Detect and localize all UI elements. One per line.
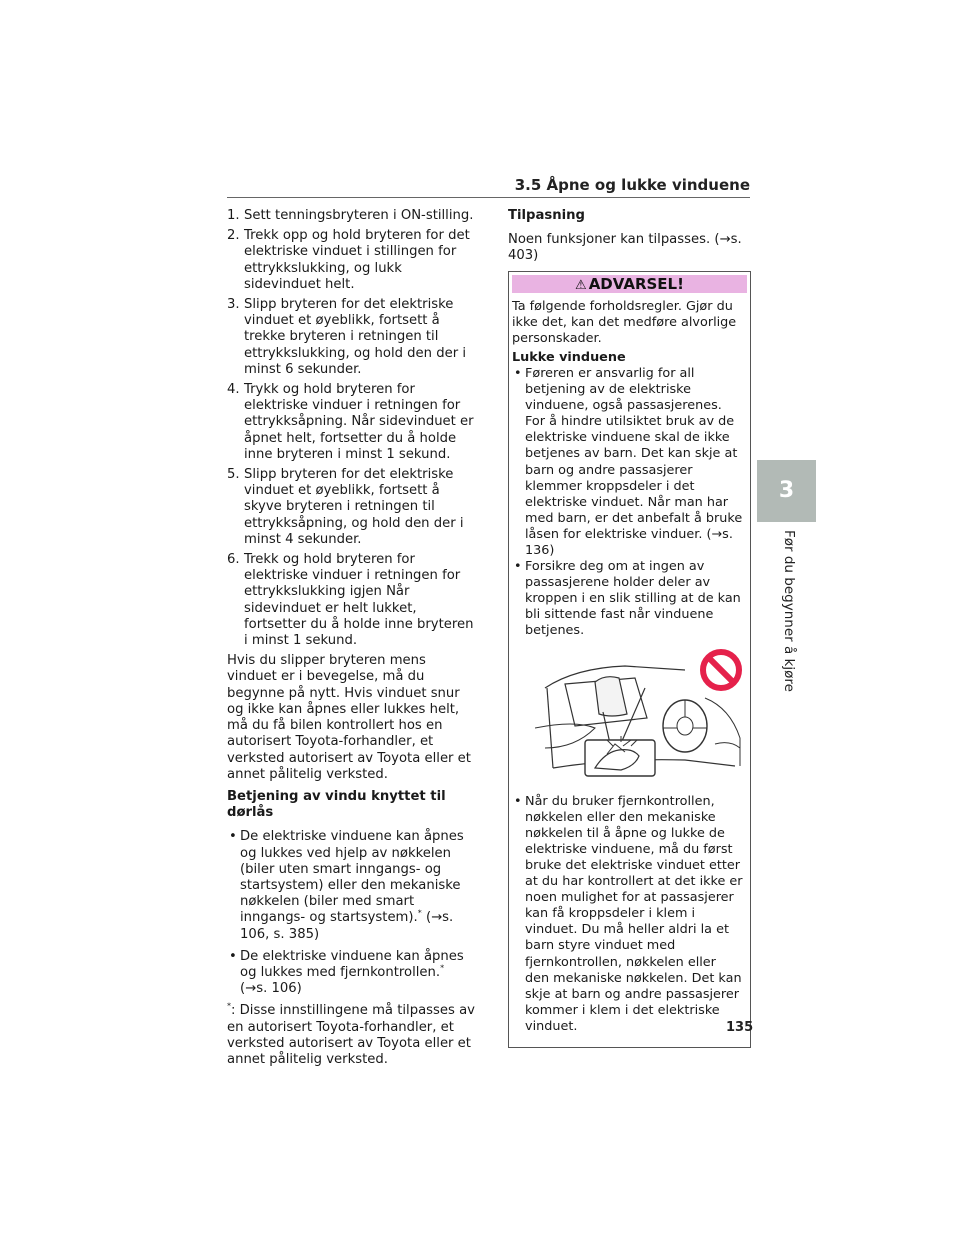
bullet-text: De elektriske vinduene kan åpnes og lukkes ved hjelp av nøkkelen (biler uten smart inngangs- og startsystem) eller den mekaniske nøkkelen (biler med smart inngangs- og startsystem). bbox=[240, 829, 464, 926]
step-text: Trekk og hold bryteren for elektriske vinduer i retningen for ettrykkslukking igjen Når sidevinduet er helt lukket, fortsetter du å holde inne bryteren i minst 1 sekund. bbox=[244, 552, 474, 649]
step-number: 2. bbox=[227, 228, 240, 244]
warning-bullets-2 bbox=[512, 794, 744, 1035]
warning-subheading: Lukke vinduene bbox=[512, 349, 626, 365]
step-item bbox=[227, 208, 477, 224]
step-text: Sett tenningsbryteren i ON-stilling. bbox=[244, 208, 474, 223]
bullet-icon: • bbox=[514, 559, 522, 575]
bullet-text: De elektriske vinduene kan åpnes og lukkes med fjernkontrollen. bbox=[240, 948, 464, 980]
warning-intro: Ta følgende forholdsregler. Gjør du ikke det, kan det medføre alvorlige personskader. bbox=[512, 298, 737, 346]
step-number: 4. bbox=[227, 382, 240, 398]
step-item bbox=[227, 228, 477, 293]
footnote-mark: * bbox=[227, 1001, 231, 1011]
step-number: 5. bbox=[227, 467, 240, 483]
bullet-icon: • bbox=[229, 829, 237, 845]
chapter-tab: 3 bbox=[757, 460, 816, 522]
list-item bbox=[227, 949, 477, 998]
left-column bbox=[227, 208, 477, 1074]
customization-heading: Tilpasning bbox=[508, 208, 585, 223]
page-number: 135 bbox=[726, 1020, 754, 1035]
bullet-icon: • bbox=[514, 365, 522, 381]
chapter-title: Før du begynner å kjøre bbox=[781, 530, 797, 692]
bullet-text: Forsikre deg om at ingen av passasjerene holder deler av kroppen i en slik stilling at de kan bli sittende fast når vinduene betjenes. bbox=[525, 559, 741, 639]
warning-header bbox=[512, 275, 747, 293]
door-lock-bullets bbox=[227, 829, 477, 997]
bullet-icon: • bbox=[229, 948, 237, 964]
warning-title: ADVARSEL! bbox=[588, 274, 684, 293]
window-pinch-illustration bbox=[535, 648, 749, 780]
step-text: Trykk og hold bryteren for elektriske vinduer i retningen for ettrykksåpning. Når sidevinduet er åpnet helt, fortsetter du å holde inne bryteren i minst 1 sekund. bbox=[244, 382, 474, 462]
step-number: 1. bbox=[227, 208, 240, 223]
car-window-hand-illustration bbox=[535, 648, 749, 780]
bullet-icon: • bbox=[514, 793, 522, 809]
step-text: Trekk opp og hold bryteren for det elektriske vinduet i stillingen for ettrykkslukking, og lukk sidevinduet helt. bbox=[244, 228, 470, 292]
list-item bbox=[512, 794, 744, 1035]
footnote bbox=[227, 1003, 477, 1068]
release-note: Hvis du slipper bryteren mens vinduet er i bevegelse, må du begynne på nytt. Hvis vinduet snur og ikke kan åpnes eller lukkes helt, må du få bilen kontrollert hos en autorisert Toyota-forhandler, et verksted autorisert av Toyota eller et annet pålitelig verksted. bbox=[227, 653, 471, 782]
page-reference: (→s. 106) bbox=[240, 981, 302, 997]
page-reference: (→s. 106, s. 385) bbox=[240, 910, 454, 942]
step-text: Slipp bryteren for det elektriske vinduet et øyeblikk, fortsett å skyve bryteren i retningen til ettrykksåpning, og hold den der i minst 4 sekunder. bbox=[244, 467, 464, 547]
step-number: 3. bbox=[227, 297, 240, 313]
procedure-steps bbox=[227, 208, 477, 649]
bullet-text: Når du bruker fjernkontrollen, nøkkelen eller den mekaniske nøkkelen til å åpne og lukke de elektriske vinduene, må du først bruke det elektriske vinduet etter at du har kontrollert at det ikke er noen mulighet for at passasjerer kan få kroppsdeler i klem i vinduet. Du må heller aldri la et barn styre vinduet med fjernkontrollen, nøkkelen eller den mekaniske nøkkelen. Det kan skje at barn og andre passasjerer kommer i klem i det elektriske vinduet. bbox=[525, 793, 743, 1034]
footnote-mark: * bbox=[440, 963, 445, 973]
warning-triangle-icon: ⚠ bbox=[575, 277, 587, 293]
step-number: 6. bbox=[227, 552, 240, 568]
step-item bbox=[227, 382, 477, 463]
warning-bullets bbox=[512, 366, 744, 640]
bullet-text: Føreren er ansvarlig for all betjening av de elektriske vinduene, også passasjerenes. For å hindre utilsiktet bruk av de elektriske vinduene skal de ikke betjenes av barn. Det kan skje at barn og andre passasjerer klemmer kroppsdeler i det elektriske vinduet. Når man har med barn, er det anbefalt å bruke låsen for elektriske vinduer. (→s. 136) bbox=[525, 365, 743, 559]
section-header: 3.5 Åpne og lukke vinduene bbox=[514, 176, 750, 194]
footnote-mark: * bbox=[417, 908, 422, 918]
list-item bbox=[512, 559, 744, 639]
list-item bbox=[512, 366, 744, 559]
step-text: Slipp bryteren for det elektriske vinduet et øyeblikk, fortsett å trekke bryteren i retningen til ettrykkslukking, og hold den der i minst 6 sekunder. bbox=[244, 297, 466, 377]
footnote-text: : Disse innstillingene må tilpasses av en autorisert Toyota-forhandler, et verksted autorisert av Toyota eller et annet pålitelig verksted. bbox=[227, 1003, 475, 1067]
header-divider bbox=[227, 197, 750, 198]
right-column bbox=[508, 208, 754, 1048]
step-item bbox=[227, 552, 477, 649]
list-item bbox=[227, 829, 477, 942]
warning-box bbox=[508, 271, 754, 1048]
door-lock-heading: Betjening av vindu knyttet til dørlås bbox=[227, 788, 446, 821]
step-item bbox=[227, 467, 477, 548]
step-item bbox=[227, 297, 477, 378]
warning-body bbox=[509, 298, 754, 1035]
customization-text: Noen funksjoner kan tilpasses. (→s. 403) bbox=[508, 232, 742, 264]
